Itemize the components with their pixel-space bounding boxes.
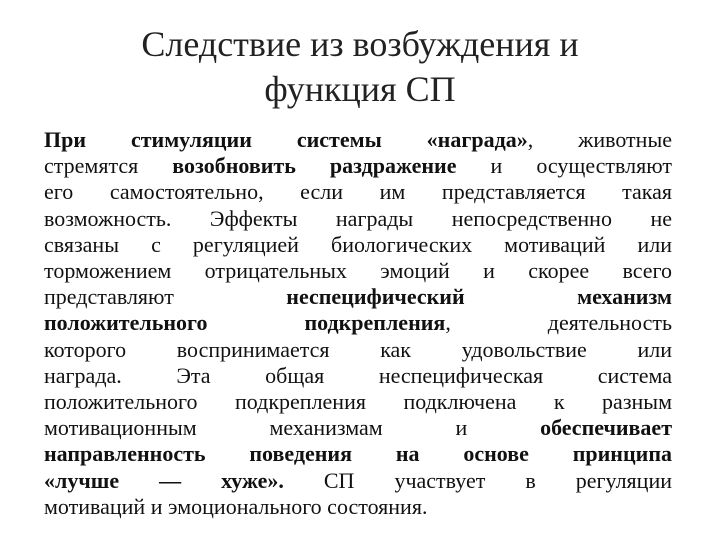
title-line-2: функция СП <box>264 69 456 109</box>
paragraph-line <box>44 127 672 153</box>
bold-text-segment: положительного подкрепления <box>44 310 446 336</box>
paragraph-line <box>44 389 672 415</box>
text-segment: , деятельность <box>445 310 672 336</box>
paragraph-line <box>44 310 672 336</box>
paragraph-line <box>44 284 672 310</box>
text-segment: , животные <box>527 127 672 152</box>
bold-text-segment: направленность поведения на основе принципа <box>44 441 672 467</box>
text-segment: положительного подкрепления подключена к разным <box>44 389 672 415</box>
paragraph-line <box>44 363 672 389</box>
text-segment: и осуществляют <box>456 153 672 179</box>
body-paragraph <box>44 127 672 520</box>
text-segment: мотивационным механизмам и <box>44 415 541 441</box>
bold-text-segment: При стимуляции системы «награда» <box>44 127 528 152</box>
bold-text-segment: «лучше — хуже». <box>44 467 284 493</box>
text-segment: стремятся <box>44 153 173 179</box>
paragraph-line <box>44 494 672 520</box>
text-segment: которого воспринимается как удовольствие или <box>44 336 672 362</box>
text-segment: его самостоятельно, если им представляется такая <box>44 179 672 205</box>
text-segment: возможность. Эффекты награды непосредственно не <box>44 205 672 231</box>
text-segment: торможением отрицательных эмоций и скорее всего <box>44 258 672 284</box>
bold-text-segment: возобновить раздражение <box>172 153 457 179</box>
paragraph-line <box>44 468 672 494</box>
bold-text-segment: неспецифический механизм <box>286 284 672 310</box>
paragraph-line <box>44 441 672 467</box>
paragraph-line <box>44 206 672 232</box>
paragraph-line <box>44 179 672 205</box>
title-line-1: Следствие из возбуждения и <box>141 24 579 64</box>
text-segment: представляют <box>44 284 287 310</box>
paragraph-line <box>44 232 672 258</box>
slide-title <box>60 22 660 112</box>
paragraph-line <box>44 415 672 441</box>
paragraph-line <box>44 153 672 179</box>
text-segment: связаны с регуляцией биологических мотиваций или <box>44 231 672 257</box>
paragraph-line <box>44 337 672 363</box>
text-segment: награда. Эта общая неспецифическая система <box>44 362 672 388</box>
text-segment: мотиваций и эмоционального состояния. <box>44 493 428 519</box>
paragraph-line <box>44 258 672 284</box>
text-segment: СП участвует в регуляции <box>283 467 673 493</box>
bold-text-segment: обеспечивает <box>540 415 672 441</box>
